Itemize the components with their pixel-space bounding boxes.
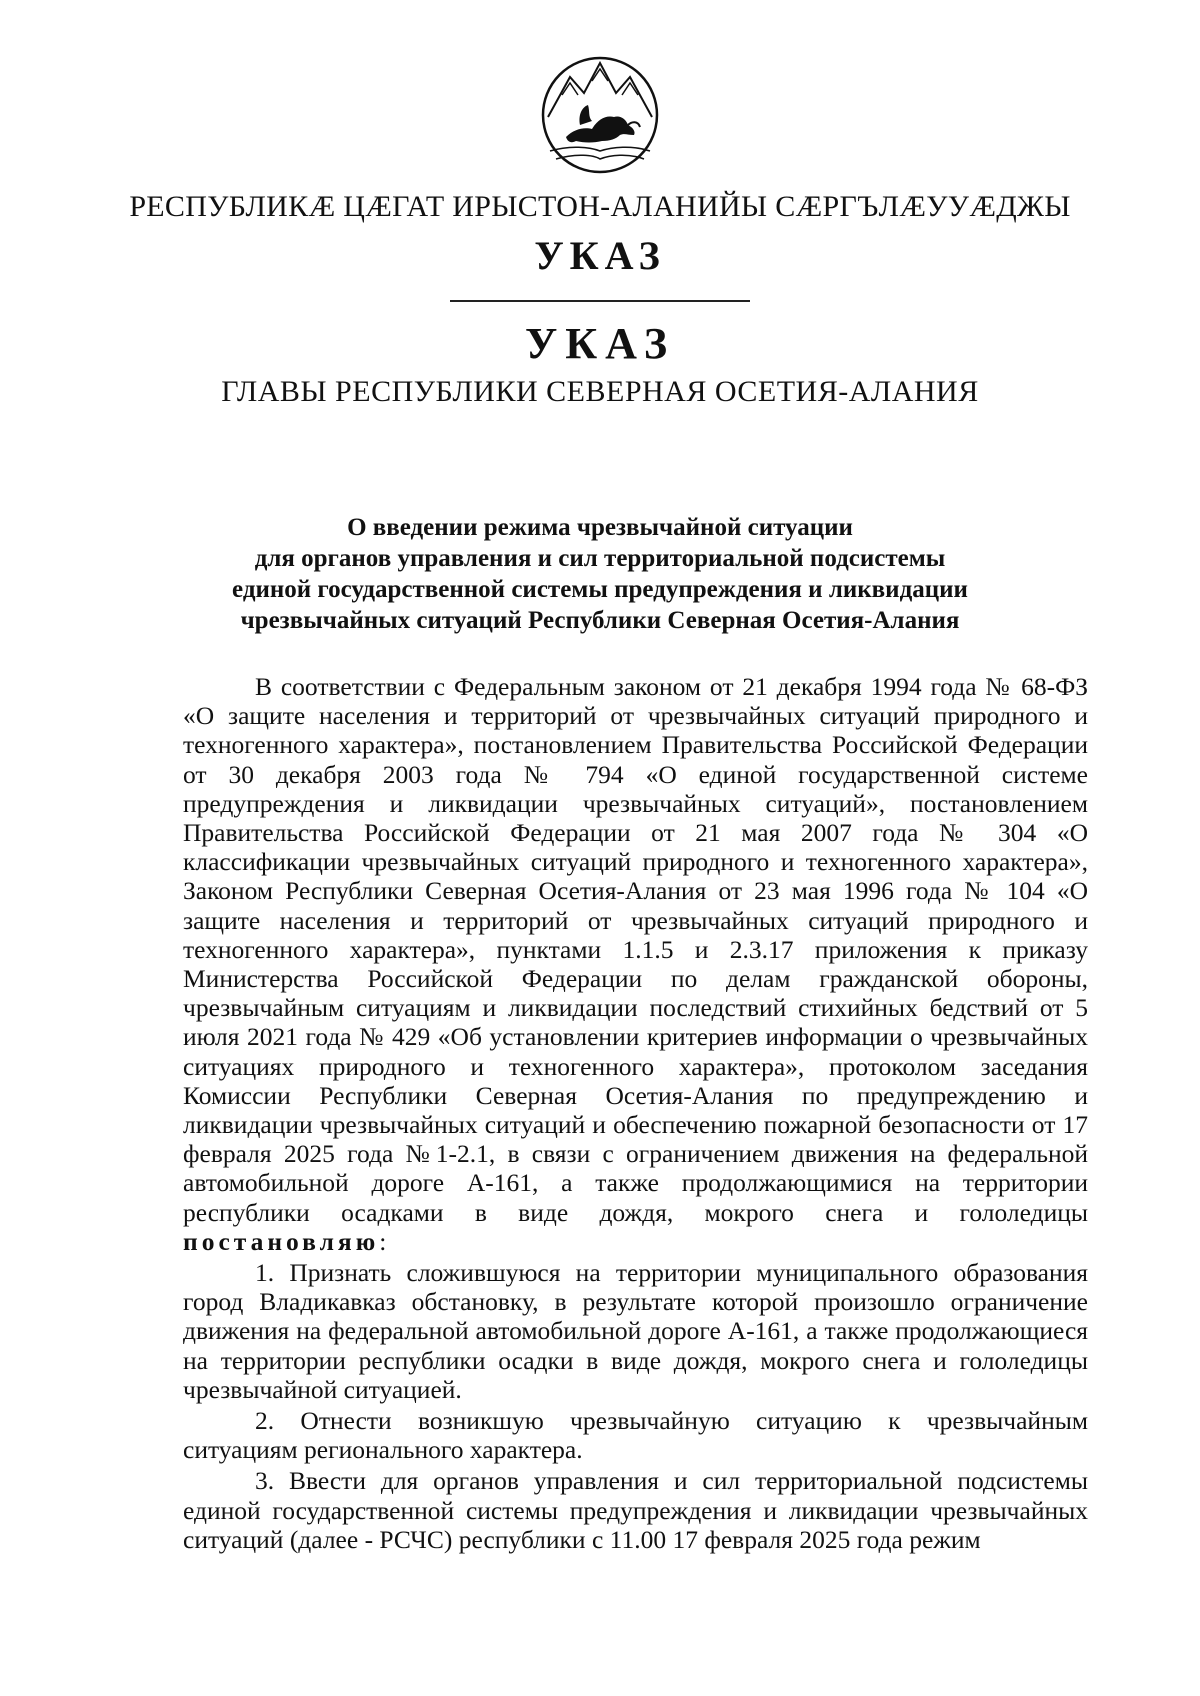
header-divider bbox=[450, 300, 750, 302]
document-title-line: для органов управления и сил территориальной подсистемы bbox=[254, 545, 946, 572]
preamble-paragraph bbox=[183, 672, 1088, 1256]
document-body bbox=[183, 672, 1088, 1556]
document-title-line: чрезвычайных ситуаций Республики Северная Осетия-Алания bbox=[240, 607, 960, 634]
decree-point: 2. Отнести возникшую чрезвычайную ситуацию к чрезвычайным ситуациям регионального характера. bbox=[183, 1406, 1088, 1465]
decree-word: постановляю bbox=[183, 1226, 380, 1256]
preamble-text: В соответствии с Федеральным законом от 21 декабря 1994 года № 68-ФЗ «О защите населения и территорий от чрезвычайных ситуаций природного и техногенного характера», постановлением Правительства Российской Федерации от 30 декабря 2003 года № 794 «О единой государственной системе предупреждения и ликвидации чрезвычайных ситуаций», постановлением Правительства Российской Федерации от 21 мая 2007 года № 304 «О классификации чрезвычайных ситуаций природного и техногенного характера», Законом Республики Северная Осетия-Алания от 23 мая 1996 года № 104 «О защите населения и территорий от чрезвычайных ситуаций природного и техногенного характера», пунктами 1.1.5 и 2.3.17 приложения к приказу Министерства Российской Федерации по делам гражданской обороны, чрезвычайным ситуациям и ликвидации последствий стихийных бедствий от 5 июля 2021 года № 429 «Об установлении критериев информации о чрезвычайных ситуациях природного и техногенного характера», протоколом заседания Комиссии Республики Северная Осетия-Алания по предупреждению и ликвидации чрезвычайных ситуаций и обеспечению пожарной безопасности от 17 февраля 2025 года №1-2.1, в связи с ограничением движения на федеральной автомобильной дороге А-161, а также продолжающимися на территории республики осадками в виде дождя, мокрого снега и гололедицы bbox=[183, 672, 1088, 1227]
decree-point: 3. Ввести для органов управления и сил территориальной подсистемы единой государственной системы предупреждения и ликвидации чрезвычайных ситуаций (далее - РСЧС) республики с 11.00 17 февраля 2025 года режим bbox=[183, 1466, 1088, 1554]
decree-suffix: : bbox=[379, 1226, 387, 1256]
ukaz-heading-russian: УКАЗ bbox=[524, 319, 676, 368]
russian-authority-title: ГЛАВЫ РЕСПУБЛИКИ СЕВЕРНАЯ ОСЕТИЯ-АЛАНИЯ bbox=[221, 375, 979, 408]
document-title-line: О введении режима чрезвычайной ситуации bbox=[347, 514, 853, 541]
ossetian-authority-title: РЕСПУБЛИКÆ ЦÆГАТ ИРЫСТОН-АЛАНИЙЫ СÆРГЪЛÆУУÆДЖЫ bbox=[129, 190, 1071, 223]
document-title-line: единой государственной системы предупреждения и ликвидации bbox=[232, 576, 968, 603]
ukaz-heading-ossetian: УКАЗ bbox=[534, 233, 666, 278]
decree-point: 1. Признать сложившуюся на территории муниципального образования город Владикавказ обстановку, в результате которой произошло ограничение движения на федеральной автомобильной дороге А-161, а также продолжающиеся на территории республики осадки в виде дождя, мокрого снега и гололедицы чрезвычайной ситуацией. bbox=[183, 1258, 1088, 1404]
coat-of-arms-icon bbox=[540, 55, 660, 175]
document-title bbox=[180, 512, 1020, 636]
